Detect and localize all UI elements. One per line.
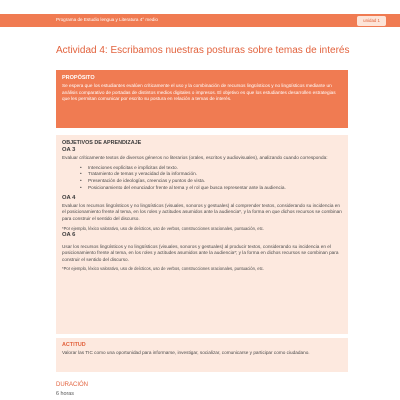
oa4-label: OA 4 bbox=[62, 194, 76, 201]
oa3-bullet-list bbox=[80, 165, 342, 192]
program-title: Programa de Estudio lengua y Literatura 4° medio bbox=[56, 17, 158, 22]
attitude-box bbox=[56, 338, 348, 372]
oa4-text: Evaluar los recursos lingüísticos y no lingüísticos (visuales, sonoros y gestuales) al comprender textos, considerando su incidencia en el posicionamiento frente al tema, en los roles y actitudes asumidos ante la audiencia*, y la forma en que dichos recursos se combinan para construir el sentido del discurso. bbox=[62, 202, 342, 221]
activity-title: Actividad 4: Escribamos nuestras posturas sobre temas de interés bbox=[56, 45, 350, 56]
unit-badge: unidad 1 bbox=[357, 16, 386, 26]
attitude-label: ACTITUD bbox=[62, 342, 86, 348]
header-bar bbox=[0, 14, 400, 27]
oa6-text: Usar los recursos lingüísticos y no lingüísticos (visuales, sonoros y gestuales) al producir textos, considerando su incidencia en el posicionamiento frente al tema, en los roles y actitudes asumidos ante la audiencia*; y la forma en dichos recursos se combinan para construir el sentido del discurso. bbox=[62, 243, 339, 262]
learning-objectives-box bbox=[56, 135, 348, 334]
oa3-text: Evaluar críticamente textos de diversos géneros no literarios (orales, escritos y audiovisuales), analizando cuando corresponda: bbox=[62, 155, 328, 160]
oa6-note: *Por ejemplo, léxico valorativo, uso de deícticos, uso de verbos, construcciones oracionales, puntuación, etc. bbox=[62, 266, 265, 272]
list-item: • Presentación de ideologías, creencias y puntos de vista. bbox=[80, 178, 342, 185]
list-item: • Posicionamiento del enunciador frente al tema y el rol que busca representar ante la audiencia. bbox=[80, 185, 342, 192]
oa4-note: *Por ejemplo, léxico valorativo, uso de deícticos, uso de verbos, construcciones oracionales, puntuación, etc. bbox=[62, 225, 265, 231]
oa3-label: OA 3 bbox=[62, 147, 76, 153]
purpose-label: PROPÓSITO bbox=[62, 75, 95, 81]
duration-label: DURACIÓN bbox=[56, 382, 89, 388]
duration-value: 6 horas bbox=[56, 391, 74, 397]
objectives-title: OBJETIVOS DE APRENDIZAJE bbox=[62, 140, 142, 146]
oa6-label: OA 6 bbox=[62, 231, 76, 238]
list-item: • Intenciones explícitas e implícitas del texto. bbox=[80, 165, 342, 172]
attitude-text: Valorar las TIC como una oportunidad para informarse, investigar, socializar, comunicarse y participar como ciudadano. bbox=[62, 349, 310, 355]
list-item: • Tratamiento de temas y veracidad de la información. bbox=[80, 171, 342, 178]
purpose-text: Se espera que los estudiantes evalúen críticamente el uso y la combinación de recursos lingüísticos y no lingüísticos mediante un análisis comparativo de portadas de distintos medios digitales o impresos. El objetivo es que los estudiantes desarrollen estrategias que les permitan comunicar por escrito su postura en relación a temas de interés. bbox=[62, 83, 336, 102]
purpose-box bbox=[56, 70, 348, 128]
